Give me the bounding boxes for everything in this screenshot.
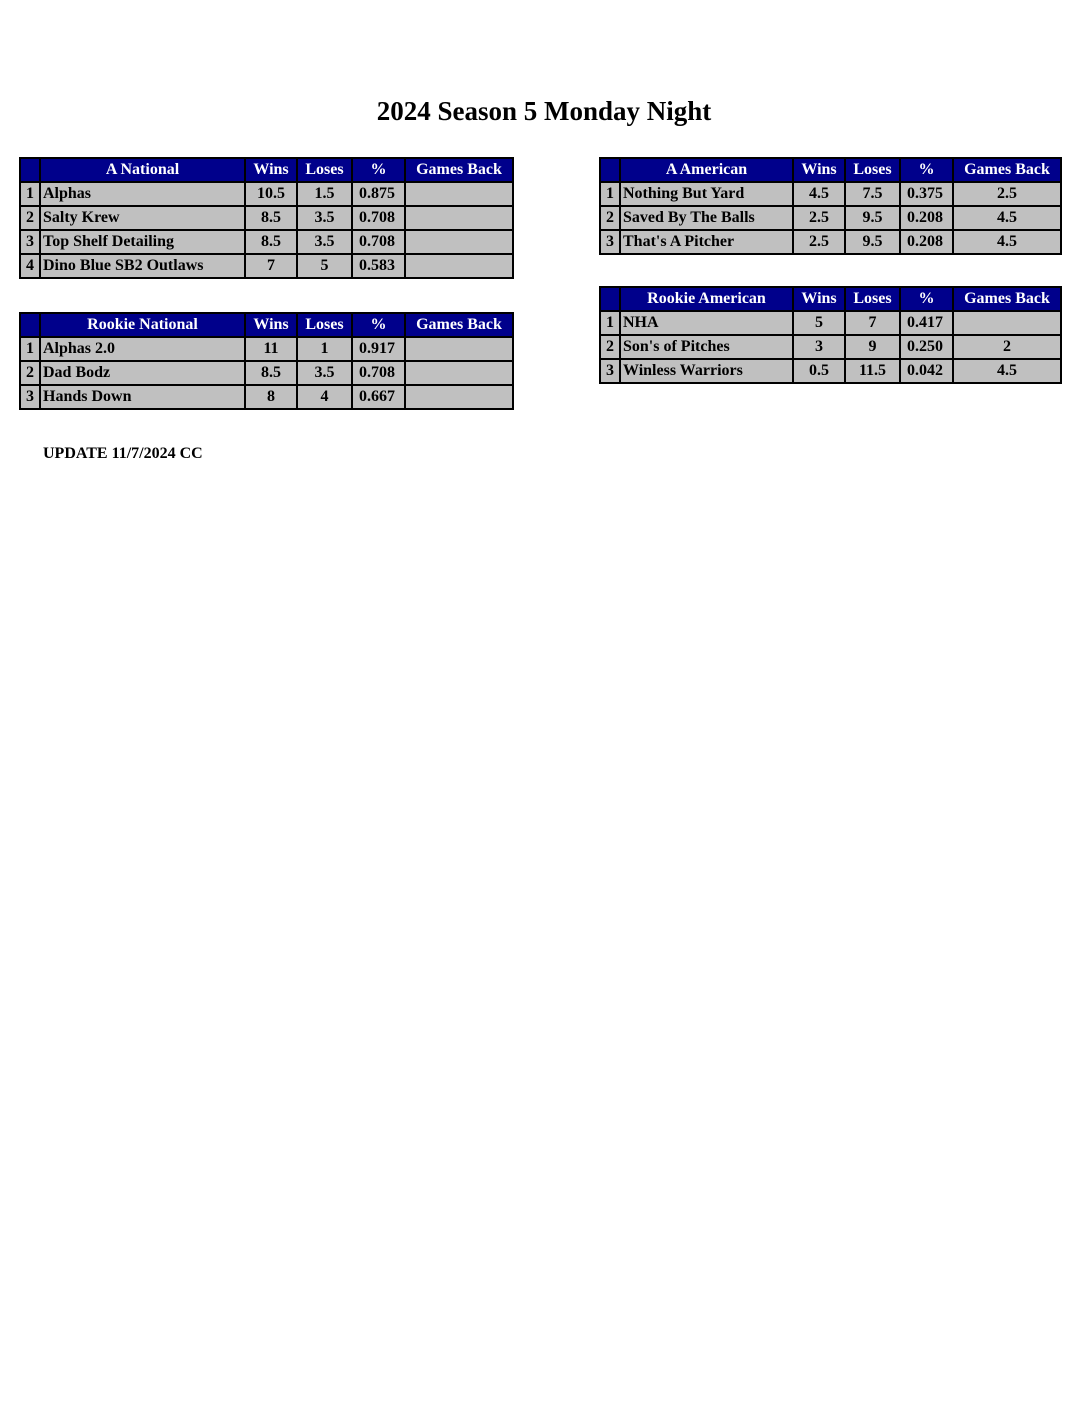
- team-cell: Top Shelf Detailing: [40, 230, 245, 254]
- pct-cell: 0.375: [900, 182, 953, 206]
- games-back-header: Games Back: [953, 287, 1061, 311]
- wins-cell: 7: [245, 254, 297, 278]
- rank-cell: 3: [20, 230, 40, 254]
- table-row: [20, 337, 513, 361]
- games-back-cell: [405, 254, 513, 278]
- division-header: Rookie National: [40, 313, 245, 337]
- rookie-national-standings-table: [19, 312, 514, 410]
- rank-cell: 2: [600, 335, 620, 359]
- wins-cell: 8.5: [245, 361, 297, 385]
- table-row: [20, 361, 513, 385]
- rank-header: [600, 287, 620, 311]
- rank-cell: 1: [20, 182, 40, 206]
- games-back-cell: [953, 311, 1061, 335]
- rank-cell: 2: [20, 361, 40, 385]
- table-row: [600, 230, 1061, 254]
- loses-cell: 4: [297, 385, 352, 409]
- rank-cell: 3: [600, 359, 620, 383]
- division-header: A American: [620, 158, 793, 182]
- wins-cell: 11: [245, 337, 297, 361]
- team-cell: Dad Bodz: [40, 361, 245, 385]
- games-back-cell: 4.5: [953, 230, 1061, 254]
- rank-header: [600, 158, 620, 182]
- wins-cell: 8.5: [245, 230, 297, 254]
- games-back-cell: 2: [953, 335, 1061, 359]
- loses-header: Loses: [297, 313, 352, 337]
- loses-cell: 9.5: [845, 206, 900, 230]
- loses-cell: 7.5: [845, 182, 900, 206]
- rookie-american-standings-table: [599, 286, 1062, 384]
- pct-cell: 0.583: [352, 254, 405, 278]
- wins-cell: 4.5: [793, 182, 845, 206]
- loses-cell: 3.5: [297, 230, 352, 254]
- pct-cell: 0.042: [900, 359, 953, 383]
- pct-header: %: [352, 158, 405, 182]
- games-back-cell: 4.5: [953, 359, 1061, 383]
- pct-cell: 0.417: [900, 311, 953, 335]
- loses-cell: 3.5: [297, 361, 352, 385]
- rank-cell: 1: [20, 337, 40, 361]
- pct-cell: 0.250: [900, 335, 953, 359]
- team-cell: Salty Krew: [40, 206, 245, 230]
- division-header: Rookie American: [620, 287, 793, 311]
- a-american-standings-table: [599, 157, 1062, 255]
- pct-cell: 0.917: [352, 337, 405, 361]
- wins-cell: 10.5: [245, 182, 297, 206]
- wins-cell: 2.5: [793, 230, 845, 254]
- a-national-standings-table: [19, 157, 514, 279]
- games-back-cell: [405, 385, 513, 409]
- rank-cell: 3: [20, 385, 40, 409]
- wins-cell: 0.5: [793, 359, 845, 383]
- wins-cell: 5: [793, 311, 845, 335]
- team-cell: That's A Pitcher: [620, 230, 793, 254]
- rank-cell: 1: [600, 311, 620, 335]
- division-header: A National: [40, 158, 245, 182]
- wins-cell: 2.5: [793, 206, 845, 230]
- pct-cell: 0.667: [352, 385, 405, 409]
- header-row: [600, 287, 1061, 311]
- team-cell: NHA: [620, 311, 793, 335]
- wins-cell: 8.5: [245, 206, 297, 230]
- games-back-cell: 2.5: [953, 182, 1061, 206]
- games-back-cell: [405, 206, 513, 230]
- update-note: UPDATE 11/7/2024 CC: [43, 445, 203, 462]
- team-cell: Dino Blue SB2 Outlaws: [40, 254, 245, 278]
- loses-header: Loses: [845, 287, 900, 311]
- table-row: [600, 311, 1061, 335]
- header-row: [20, 158, 513, 182]
- team-cell: Alphas 2.0: [40, 337, 245, 361]
- wins-header: Wins: [793, 287, 845, 311]
- wins-header: Wins: [245, 158, 297, 182]
- team-cell: Son's of Pitches: [620, 335, 793, 359]
- pct-cell: 0.708: [352, 361, 405, 385]
- pct-cell: 0.708: [352, 206, 405, 230]
- table-row: [20, 385, 513, 409]
- table-row: [600, 359, 1061, 383]
- loses-cell: 9.5: [845, 230, 900, 254]
- header-row: [600, 158, 1061, 182]
- table-row: [600, 206, 1061, 230]
- loses-cell: 11.5: [845, 359, 900, 383]
- games-back-header: Games Back: [953, 158, 1061, 182]
- team-cell: Winless Warriors: [620, 359, 793, 383]
- rank-cell: 2: [600, 206, 620, 230]
- loses-cell: 1: [297, 337, 352, 361]
- games-back-cell: 4.5: [953, 206, 1061, 230]
- wins-cell: 8: [245, 385, 297, 409]
- team-cell: Alphas: [40, 182, 245, 206]
- rank-header: [20, 313, 40, 337]
- games-back-header: Games Back: [405, 158, 513, 182]
- rank-cell: 4: [20, 254, 40, 278]
- pct-cell: 0.875: [352, 182, 405, 206]
- pct-header: %: [900, 287, 953, 311]
- loses-header: Loses: [297, 158, 352, 182]
- team-cell: Saved By The Balls: [620, 206, 793, 230]
- rank-cell: 2: [20, 206, 40, 230]
- games-back-cell: [405, 361, 513, 385]
- pct-header: %: [900, 158, 953, 182]
- games-back-header: Games Back: [405, 313, 513, 337]
- games-back-cell: [405, 230, 513, 254]
- games-back-cell: [405, 182, 513, 206]
- table-row: [600, 335, 1061, 359]
- wins-header: Wins: [793, 158, 845, 182]
- loses-cell: 7: [845, 311, 900, 335]
- loses-cell: 5: [297, 254, 352, 278]
- pct-cell: 0.208: [900, 206, 953, 230]
- games-back-cell: [405, 337, 513, 361]
- table-row: [20, 206, 513, 230]
- page-title: 2024 Season 5 Monday Night: [376, 96, 712, 126]
- table-row: [600, 182, 1061, 206]
- pct-header: %: [352, 313, 405, 337]
- team-cell: Nothing But Yard: [620, 182, 793, 206]
- team-cell: Hands Down: [40, 385, 245, 409]
- loses-header: Loses: [845, 158, 900, 182]
- header-row: [20, 313, 513, 337]
- wins-header: Wins: [245, 313, 297, 337]
- wins-cell: 3: [793, 335, 845, 359]
- rank-header: [20, 158, 40, 182]
- pct-cell: 0.708: [352, 230, 405, 254]
- rank-cell: 3: [600, 230, 620, 254]
- loses-cell: 1.5: [297, 182, 352, 206]
- table-row: [20, 182, 513, 206]
- table-row: [20, 254, 513, 278]
- loses-cell: 9: [845, 335, 900, 359]
- pct-cell: 0.208: [900, 230, 953, 254]
- table-row: [20, 230, 513, 254]
- loses-cell: 3.5: [297, 206, 352, 230]
- rank-cell: 1: [600, 182, 620, 206]
